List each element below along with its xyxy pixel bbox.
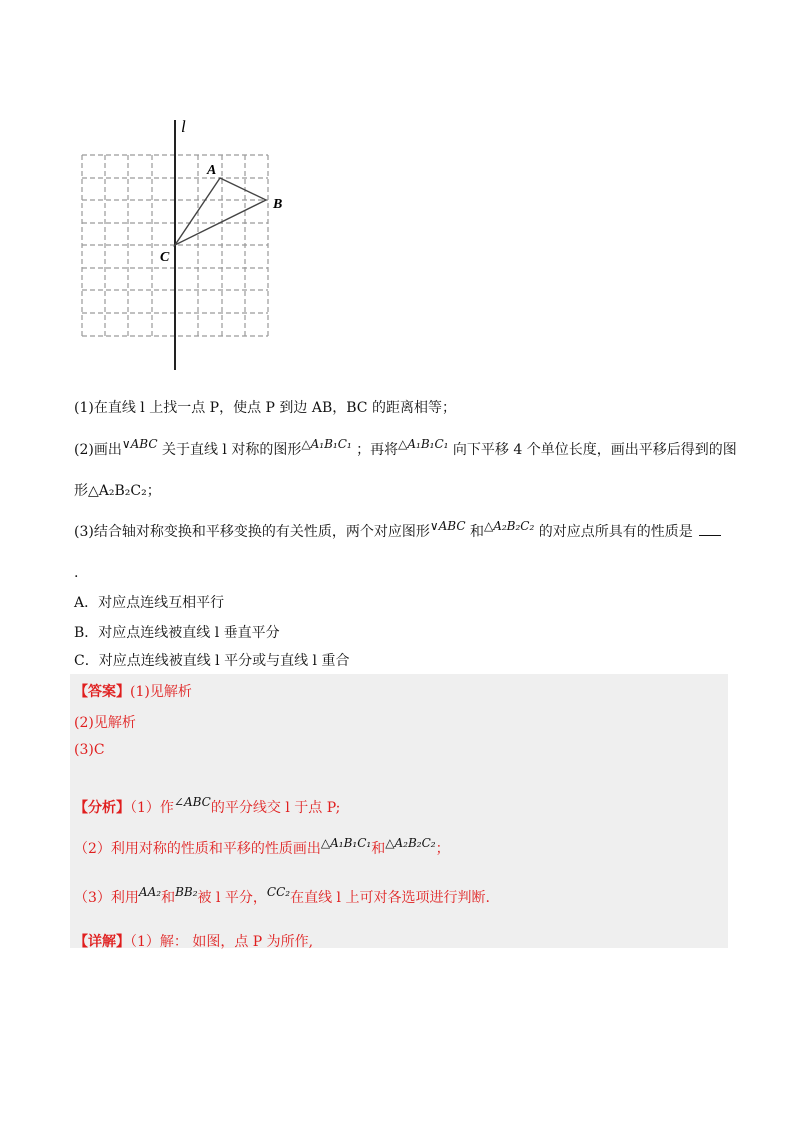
analysis-1-text-a: （1）作 — [130, 800, 174, 816]
analysis-3-math-3: CC₂ — [266, 885, 291, 899]
question-3-line-1 — [74, 519, 721, 542]
grid-figure — [70, 110, 310, 380]
question-1: (1)在直线 l 上找一点 P，使点 P 到边 AB，BC 的距离相等； — [74, 400, 456, 416]
analysis-2-text-c: ； — [435, 841, 450, 857]
analysis-line-2 — [74, 838, 450, 858]
q2-math-abc: ∨ABC — [121, 437, 158, 451]
q2-text-3: ；再将 — [356, 442, 399, 458]
q2-math-a1b1c1: △A₁B₁C₁ — [301, 437, 352, 451]
analysis-1-text-b: 的平分线交 l 于点 P; — [210, 800, 341, 816]
analysis-line-1 — [74, 797, 340, 817]
option-b: B．对应点连线被直线 l 垂直平分 — [74, 625, 280, 641]
q2-math-a1b1c1-2: △A₁B₁C₁ — [398, 437, 449, 451]
answer-blank — [699, 523, 721, 536]
analysis-2-math-2: △A₂B₂C₂ — [385, 836, 436, 850]
analysis-3-text-d: 在直线 l 上可对各选项进行判断. — [290, 890, 490, 906]
triangle-abc — [175, 178, 266, 245]
analysis-3-text-b: 和 — [161, 890, 176, 906]
q2-text-1: (2)画出 — [74, 442, 122, 458]
vertex-label-b: B — [273, 197, 283, 212]
q3-text-2: 和 — [469, 524, 484, 540]
answer-3: (3)C — [74, 742, 105, 758]
q3-text-3: 的对应点所具有的性质是 — [538, 524, 693, 540]
analysis-2-text-a: （2）利用对称的性质和平移的性质画出 — [74, 841, 321, 857]
q3-text-1: (3)结合轴对称变换和平移变换的有关性质，两个对应图形 — [74, 524, 430, 540]
answer-tag: 【答案】 — [74, 684, 130, 700]
answer-2: (2)见解析 — [74, 715, 136, 731]
analysis-tag: 【分析】 — [74, 800, 130, 816]
answer-line-1 — [74, 681, 192, 701]
option-a: A．对应点连线互相平行 — [74, 595, 225, 611]
axis-label-l: l — [181, 117, 186, 136]
question-3-line-2: . — [74, 565, 79, 581]
analysis-3-text-a: （3）利用 — [74, 890, 139, 906]
detail-text: （1）解： 如图，点 P 为所作, — [130, 934, 314, 950]
analysis-1-math: ∠ABC — [173, 795, 211, 809]
vertex-label-a: A — [207, 163, 217, 178]
detail-line — [74, 931, 313, 951]
q2-text-4: 向下平移 4 个单位长度，画出平移后得到的图 — [452, 442, 737, 458]
vertex-label-c: C — [160, 250, 170, 265]
question-2-line-2: 形△A₂B₂C₂； — [74, 483, 161, 499]
analysis-2-text-b: 和 — [371, 841, 386, 857]
analysis-2-math-1: △A₁B₁C₁ — [320, 836, 372, 850]
q3-math-a2b2c2: △A₂B₂C₂ — [483, 519, 535, 533]
q3-math-abc: ∨ABC — [429, 519, 466, 533]
analysis-3-text-c: 被 l 平分， — [197, 890, 267, 906]
analysis-line-3 — [74, 887, 490, 907]
detail-tag: 【详解】 — [74, 934, 130, 950]
question-2-line-1 — [74, 437, 737, 460]
analysis-3-math-2: BB₂ — [175, 885, 198, 899]
option-c: C．对应点连线被直线 l 平分或与直线 l 重合 — [74, 653, 350, 669]
analysis-3-math-1: AA₂ — [138, 885, 162, 899]
q2-text-2: 关于直线 l 对称的图形 — [161, 442, 302, 458]
answer-1: (1)见解析 — [130, 684, 192, 700]
